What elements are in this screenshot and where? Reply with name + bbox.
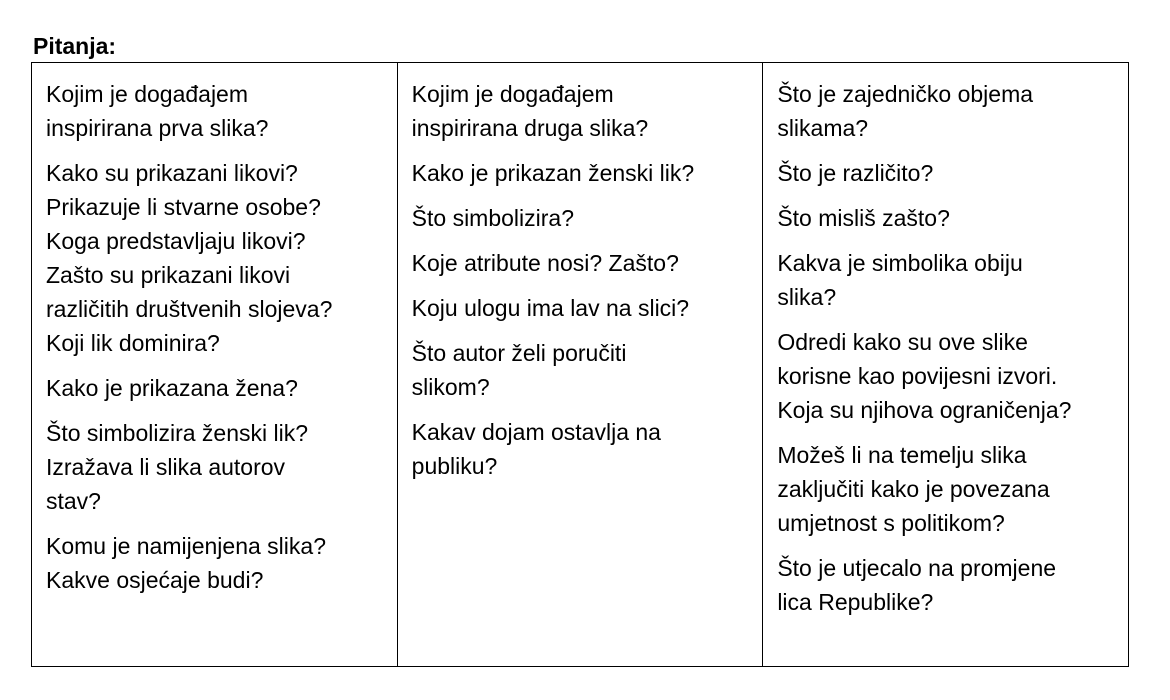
questions-table	[31, 62, 1129, 667]
question-item: Što je zajedničko objema slikama?	[777, 81, 1034, 141]
column-second-painting	[397, 63, 763, 667]
question-item: Što simbolizira ženski lik? Izražava li slika autorov stav?	[46, 420, 309, 514]
question-item: Koje atribute nosi? Zašto?	[411, 250, 679, 276]
question-item: Kako je prikazan ženski lik?	[411, 160, 695, 186]
page-title: Pitanja:	[33, 33, 117, 59]
question-item: Odredi kako su ove slike korisne kao povijesni izvori. Koja su njihova ograničenja?	[777, 329, 1072, 423]
question-item: Komu je namijenjena slika? Kakve osjećaje budi?	[46, 533, 326, 593]
column-comparison	[763, 63, 1129, 667]
question-item: Što misliš zašto?	[777, 205, 950, 231]
question-item: Kako su prikazani likovi? Prikazuje li stvarne osobe? Koga predstavljaju likovi? Zašto su prikazani likovi različitih društvenih slojeva? Koji lik dominira?	[46, 160, 333, 356]
question-item: Što simbolizira?	[411, 205, 574, 231]
question-item: Što je utjecalo na promjene lica Republike?	[777, 555, 1057, 615]
question-item: Koju ulogu ima lav na slici?	[411, 295, 690, 321]
table-row	[32, 63, 1129, 667]
question-item: Kakav dojam ostavlja na publiku?	[411, 419, 661, 479]
question-item: Možeš li na temelju slika zaključiti kako je povezana umjetnost s politikom?	[777, 442, 1050, 536]
column-first-painting	[32, 63, 398, 667]
question-item: Kakva je simbolika obiju slika?	[777, 250, 1023, 310]
question-item: Što autor želi poručiti slikom?	[411, 340, 627, 400]
question-item: Kojim je događajem inspirirana prva slika?	[46, 81, 269, 141]
question-item: Kojim je događajem inspirirana druga slika?	[411, 81, 649, 141]
question-item: Što je različito?	[777, 160, 934, 186]
question-item: Kako je prikazana žena?	[46, 375, 298, 401]
